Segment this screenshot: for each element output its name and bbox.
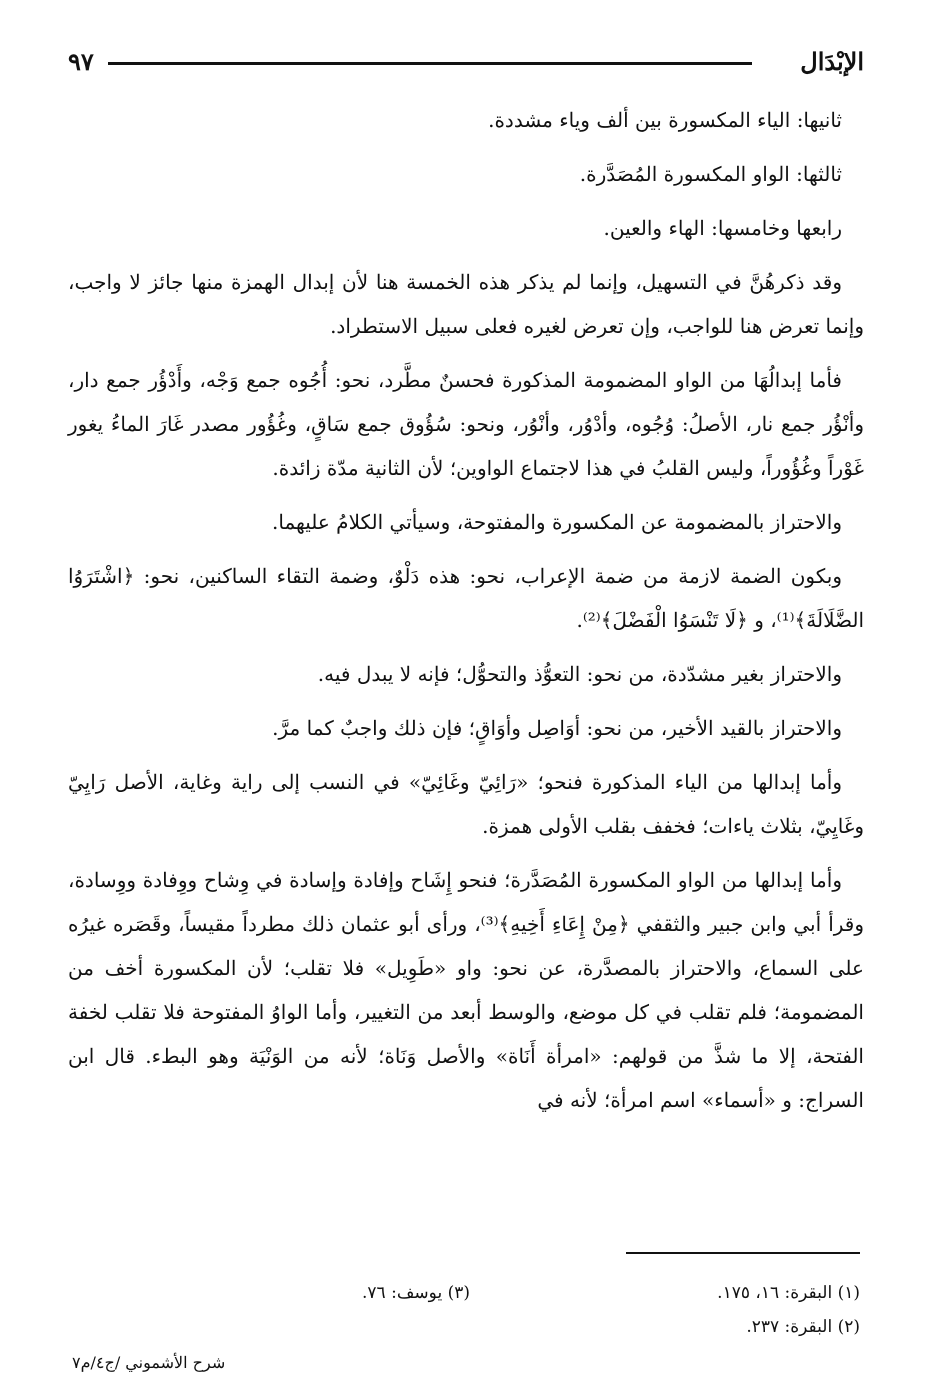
paragraph: وأما إبدالها من الواو المكسورة المُصَدَّرة؛ فنحو إِشَاح وإفادة وإسادة في وِشاح ووِفادة ووِسادة، وقرأ أبي وابن جبير والثقفي ﴿مِنْ إِعَاءِ أَخِيهِ﴾⁽³⁾، ورأى أبو عثمان ذلك مطرداً مقيساً، وقَصَره غيرُه على السماع، والاحتراز بالمصدَّرة، عن نحو: واو «طَوِيل» فلا تقلب؛ لأن المكسورة أخف من المضمومة؛ فلم تقلب في كل موضع، والوسط أبعد من التغيير، وأما الواوُ المفتوحة فلا تقلب لخفة الفتحة، إلا ما شذَّ من قولهم: «امرأة أَنَاة» والأصل وَنَاة؛ لأنه من الوَنْيَة وهو البطء. قال ابن السراج: و «أسماء» اسم امرأة؛ لأنه في xyxy=(68,868,864,1112)
page-number: ٩٧ xyxy=(68,47,94,76)
footnote: (١) البقرة: ١٦، ١٧٥. xyxy=(717,1283,860,1303)
main-text xyxy=(68,98,864,1132)
paragraph: وقد ذكرهُنَّ في التسهيل، وإنما لم يذكر هذه الخمسة هنا لأن إبدال الهمزة منها جائز لا واجب، وإنما تعرض هنا للواجب، وإن تعرض لغيره فعلى سبيل الاستطراد. xyxy=(68,270,864,338)
footnote: (٣) يوسف: ٧٦. xyxy=(362,1283,470,1303)
paragraph: وأما إبدالها من الياء المذكورة فنحو؛ «رَائِيّ وغَائِيّ» في النسب إلى راية وغاية، الأصل رَايِيّ وغَايِيّ، بثلاث ياءات؛ فخفف بقلب الأولى همزة. xyxy=(68,770,864,838)
footnote: (٢) البقرة: ٢٣٧. xyxy=(746,1317,860,1337)
paragraph: رابعها وخامسها: الهاء والعين. xyxy=(603,216,842,240)
paragraph: فأما إبدالُهَا من الواو المضمومة المذكورة فحسنٌ مطَّرد، نحو: أُجُوه جمع وَجْه، وأَدْؤُر جمع دار، وأنْؤُر جمع نار، الأصلُ: وُجُوه، وأدْوُر، وأنْوُر، ونحو: سُؤُوق جمع سَاقٍ، وغُؤُور مصدر غَارَ الماءُ يغور غَوْراً وغُؤُوراً، وليس القلبُ في هذا لاجتماع الواوين؛ لأن الثانية مدّة زائدة. xyxy=(68,368,864,480)
footnotes-left-column xyxy=(362,1276,470,1310)
paragraph: ثالثها: الواو المكسورة المُصَدَّرة. xyxy=(579,162,842,186)
paragraph: والاحتراز بالقيد الأخير، من نحو: أوَاصِل وأوَاقٍ؛ فإن ذلك واجبٌ كما مرَّ. xyxy=(272,716,842,740)
footnote-separator xyxy=(626,1252,860,1254)
running-title: الإبْدَال xyxy=(800,47,864,76)
printer-signature: شرح الأشموني /ج٤/م٧ xyxy=(72,1353,226,1372)
header-rule xyxy=(108,62,752,65)
paragraph: وبكون الضمة لازمة من ضمة الإعراب، نحو: هذه دَلْوٌ، وضمة التقاء الساكنين، نحو: ﴿اشْتَرَوُا الضَّلَالَةَ﴾⁽¹⁾، و ﴿لَا تَنْسَوُا الْفَضْلَ﴾⁽²⁾. xyxy=(68,564,864,632)
footnotes-right-column xyxy=(717,1276,860,1344)
paragraph: والاحتراز بالمضمومة عن المكسورة والمفتوحة، وسيأتي الكلامُ عليهما. xyxy=(272,510,842,534)
paragraph: ثانيها: الياء المكسورة بين ألف وياء مشددة. xyxy=(488,108,842,132)
paragraph: والاحتراز بغير مشدّدة، من نحو: التعوُّذ والتحوُّل؛ فإنه لا يبدل فيه. xyxy=(317,662,842,686)
page-header xyxy=(68,40,864,84)
